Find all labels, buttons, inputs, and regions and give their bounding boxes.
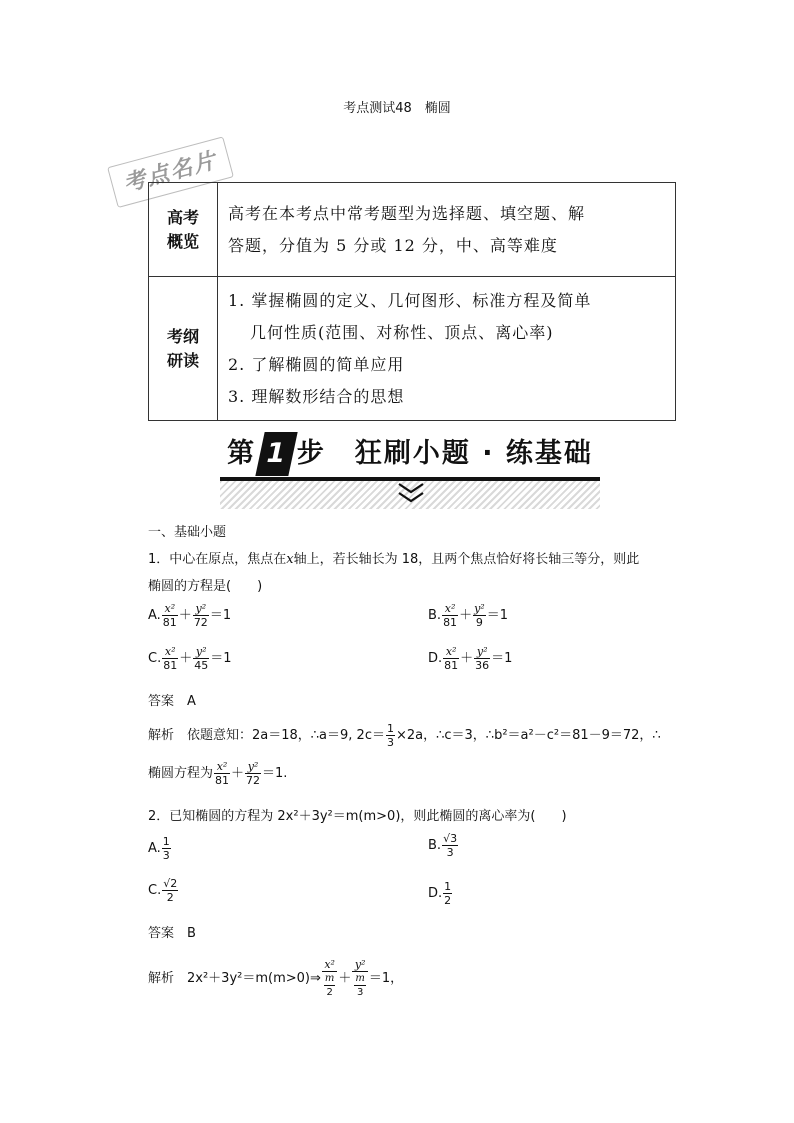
q2-stem: 2．已知椭圆的方程为 2x²＋3y²＝m(m>0)，则此椭圆的离心率为( ) [148, 809, 567, 824]
analysis-text: ×2a，∴c＝3，∴b²＝a²－c²＝81－9＝72，∴ [395, 728, 661, 743]
analysis-text: ＝1， [368, 971, 404, 986]
row-line: 3. 理解数形结合的思想 [228, 386, 405, 406]
fraction [352, 958, 367, 999]
fraction [162, 602, 178, 629]
q2-option-d [428, 880, 453, 907]
denominator: 36 [475, 659, 490, 672]
q2-analysis [148, 958, 403, 999]
plus: ＋ [231, 766, 245, 781]
q1-stem-part: 1．中心在原点，焦点在 [148, 552, 287, 567]
numerator: 1 [444, 880, 452, 893]
option-label: C. [148, 651, 162, 666]
numerator: x² [443, 645, 459, 659]
denominator: 45 [194, 659, 209, 672]
banner-step-number: 1 [255, 432, 297, 476]
plus: ＋ [338, 971, 352, 986]
denominator: 3 [356, 987, 364, 998]
numerator: x² [162, 602, 178, 616]
q2-option-c [148, 877, 179, 904]
q2-option-a [148, 835, 172, 862]
fraction [443, 880, 452, 907]
numerator: 1 [386, 722, 394, 735]
option-label: C. [148, 883, 162, 898]
denominator: 81 [215, 774, 230, 787]
denominator: 2 [326, 987, 333, 998]
fraction [443, 645, 459, 672]
option-label: D. [428, 886, 443, 901]
denominator [322, 972, 337, 999]
denominator: 3 [162, 849, 170, 862]
denominator: 81 [443, 616, 458, 629]
denominator: 72 [193, 616, 208, 629]
fraction [324, 972, 335, 999]
step-banner [220, 432, 600, 476]
q2-answer: 答案 B [148, 926, 196, 941]
q1-analysis-cont [148, 760, 287, 787]
option-label: D. [428, 651, 443, 666]
denominator: 3 [446, 846, 454, 859]
row-head-line: 考纲 [166, 326, 199, 346]
denominator: 72 [246, 774, 261, 787]
fraction [245, 760, 261, 787]
numerator: m [355, 973, 365, 984]
fraction [162, 835, 171, 862]
overview-table [148, 182, 676, 421]
banner-pre: 第 [227, 438, 257, 469]
row-line: 1. 掌握椭圆的定义、几何图形、标准方程及简单 [228, 290, 592, 310]
option-label: A. [148, 608, 161, 623]
row-head-line: 概览 [166, 231, 199, 251]
row-line: 几何性质(范围、对称性、顶点、离心率) [250, 322, 554, 342]
plus: ＋ [460, 651, 474, 666]
q1-stem [148, 548, 639, 567]
q1-option-a [148, 602, 231, 629]
page-title: 考点测试48 椭圆 [343, 101, 451, 116]
row-head-line: 高考 [166, 207, 199, 227]
denominator: 81 [163, 659, 178, 672]
analysis-text: 解析 2x²＋3y²＝m(m>0)⇒ [148, 971, 321, 986]
equals-one: ＝1 [210, 651, 232, 666]
denominator: 3 [386, 736, 394, 749]
denominator: 2 [444, 894, 452, 907]
equals-one: ＝1 [491, 651, 513, 666]
numerator: √3 [443, 832, 458, 845]
option-label: B. [428, 608, 442, 623]
overview-row [149, 183, 676, 277]
plus: ＋ [179, 651, 193, 666]
option-label: B. [428, 838, 442, 853]
q1-analysis [148, 722, 661, 749]
fraction [386, 722, 395, 749]
fraction [193, 645, 209, 672]
numerator: √2 [163, 877, 178, 890]
card-tag-stamp: 考点名片 [107, 136, 234, 208]
numerator: y² [352, 958, 367, 972]
numerator: y² [193, 645, 209, 659]
double-chevron-down-icon [396, 481, 426, 505]
row-head [149, 183, 218, 277]
row-line: 答题，分值为 5 分或 12 分，中、高等难度 [228, 235, 558, 255]
numerator: y² [245, 760, 261, 774]
row-line: 2. 了解椭圆的简单应用 [228, 354, 405, 374]
analysis-text: 椭圆方程为 [148, 766, 214, 781]
fraction [193, 602, 209, 629]
q1-stem-cont: 椭圆的方程是( ) [148, 579, 263, 594]
fraction [473, 602, 486, 629]
analysis-text: 解析 依题意知：2a＝18，∴a＝9, 2c＝ [148, 728, 385, 743]
q2-option-b [428, 832, 459, 859]
numerator: x² [442, 602, 458, 616]
numerator: x² [214, 760, 230, 774]
numerator: x² [162, 645, 178, 659]
denominator: 81 [162, 616, 177, 629]
numerator: y² [474, 645, 490, 659]
q1-stem-part: 轴上，若长轴长为 18，且两个焦点恰好将长轴三等分，则此 [293, 552, 640, 567]
option-label: A. [148, 841, 161, 856]
section-title: 一、基础小题 [148, 525, 227, 540]
denominator: 2 [166, 891, 174, 904]
numerator: x² [322, 958, 337, 972]
numerator: m [324, 973, 335, 984]
q1-stem-var: x [286, 552, 294, 567]
fraction [474, 645, 490, 672]
row-head [149, 277, 218, 421]
overview-row [149, 277, 676, 421]
fraction [162, 877, 178, 904]
denominator: 81 [444, 659, 459, 672]
row-body [218, 183, 676, 277]
fraction [442, 602, 458, 629]
equals-one: ＝1 [486, 608, 508, 623]
plus: ＋ [178, 608, 192, 623]
analysis-text: ＝1. [262, 766, 288, 781]
row-head-line: 研读 [166, 350, 199, 370]
fraction [322, 958, 337, 999]
equals-one: ＝1 [209, 608, 232, 623]
banner-text: 步 狂刷小题 · 练基础 [296, 438, 593, 469]
q1-option-d [428, 645, 512, 672]
row-body [218, 277, 676, 421]
row-line: 高考在本考点中常考题型为选择题、填空题、解 [228, 203, 586, 223]
numerator: y² [474, 602, 485, 615]
q1-option-c [148, 645, 232, 672]
numerator: 1 [162, 835, 170, 848]
denominator [352, 972, 367, 999]
fraction [214, 760, 230, 787]
numerator: y² [193, 602, 209, 616]
plus: ＋ [459, 608, 473, 623]
q1-answer: 答案 A [148, 694, 196, 709]
fraction [354, 972, 365, 999]
q1-option-b [428, 602, 508, 629]
fraction [162, 645, 178, 672]
denominator: 9 [475, 616, 483, 629]
fraction [442, 832, 458, 859]
